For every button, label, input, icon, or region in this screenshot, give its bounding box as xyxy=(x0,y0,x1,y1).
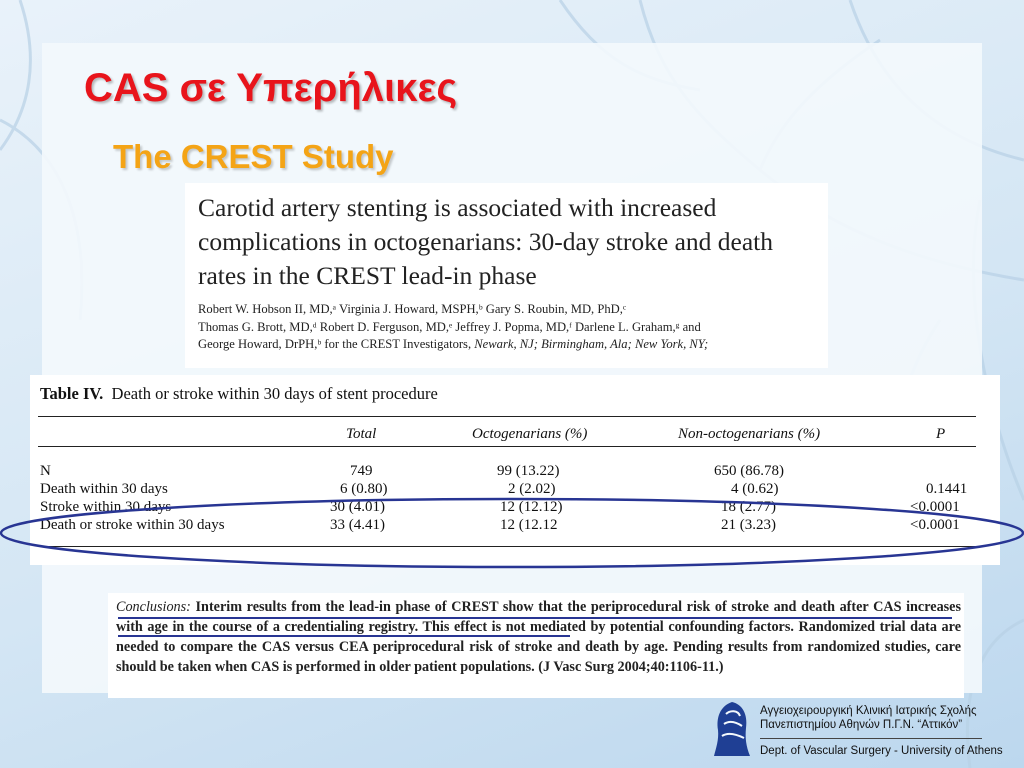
slide-title: CAS σε Υπερήλικες xyxy=(84,66,458,110)
table-cell-non-octogenarians: 21 (3.23) xyxy=(721,517,776,533)
table-caption-text: Death or stroke within 30 days of stent procedure xyxy=(111,384,438,403)
footer-university-greek: Πανεπιστημίου Αθηνών Π.Γ.Ν. “Αττικόν” xyxy=(760,719,963,731)
conclusion-paragraph xyxy=(116,597,961,677)
table-cell-octogenarians: 99 (13.22) xyxy=(497,463,560,479)
table-cell-octogenarians: 2 (2.02) xyxy=(508,481,556,497)
article-title: Carotid artery stenting is associated with increased complications in octogenarians: 30-day stroke and death rates in the CREST lead-in phase xyxy=(198,193,773,290)
table-row-label: Death within 30 days xyxy=(40,481,168,497)
table-cell-non-octogenarians: 18 (2.77) xyxy=(721,499,776,515)
conclusion-underline xyxy=(118,617,952,619)
article-excerpt xyxy=(185,183,828,368)
conclusion-underline xyxy=(118,635,570,637)
table-cell-p: <0.0001 xyxy=(910,517,960,533)
conclusion-text: Interim results from the lead-in phase of CREST show that the periprocedural risk of stroke and death after CAS increases with age in the course of a credentialing registry. This effect is not mediated by potential confounding factors. Randomized trial data are needed to compare the CAS versus CEA periprocedural risk of stroke and death by age. Pending results from randomized studies, care should be taken when CAS is performed in older patient populations. xyxy=(116,599,962,675)
author-line: Thomas G. Brott, MD,ᵈ Robert D. Ferguson, MD,ᵉ Jeffrey J. Popma, MD,ᶠ Darlene L. Graham,ᵍ and xyxy=(198,319,701,334)
table-rule-top xyxy=(38,416,976,417)
footer-divider xyxy=(760,738,982,739)
table-cell-total: 6 (0.80) xyxy=(340,481,388,497)
highlight-ellipse xyxy=(0,496,1024,570)
table-rule-header xyxy=(38,446,976,447)
table-cell-octogenarians: 12 (12.12) xyxy=(500,499,563,515)
table-header-p: P xyxy=(936,426,946,442)
conclusion-citation: (J Vasc Surg 2004;40:1106-11.) xyxy=(538,659,724,675)
table-cell-total: 30 (4.01) xyxy=(330,499,385,515)
table-cell-total: 749 xyxy=(350,463,373,479)
footer-department-english: Dept. of Vascular Surgery - University of Athens xyxy=(760,745,1003,757)
conclusion-lead: Conclusions: xyxy=(116,599,191,615)
table-header-total: Total xyxy=(346,426,377,442)
author-line: George Howard, DrPH,ᵇ for the CREST Investigators, xyxy=(198,337,472,351)
table-cell-p: 0.1441 xyxy=(926,481,968,497)
table-row-label: Stroke within 30 days xyxy=(40,499,172,515)
table-cell-octogenarians: 12 (12.12 xyxy=(500,517,558,533)
university-emblem-icon xyxy=(712,700,752,758)
slide-subtitle: The CREST Study xyxy=(113,138,394,175)
table-header-octogenarians: Octogenarians (%) xyxy=(472,426,588,442)
table-label: Table IV. xyxy=(40,384,104,403)
author-affiliation: Newark, NJ; Birmingham, Ala; New York, NY; xyxy=(474,337,709,351)
table-row-label: Death or stroke within 30 days xyxy=(40,517,225,533)
footer-department-greek: Αγγειοχειρουργική Κλινική Ιατρικής Σχολής xyxy=(760,705,977,717)
author-line: Robert W. Hobson II, MD,ᵃ Virginia J. Howard, MSPH,ᵇ Gary S. Roubin, MD, PhD,ᶜ xyxy=(198,302,627,316)
table-row-label: N xyxy=(40,463,51,479)
article-authors xyxy=(198,301,823,354)
table-cell-p: <0.0001 xyxy=(910,499,960,515)
table-cell-total: 33 (4.41) xyxy=(330,517,385,533)
conclusion-box xyxy=(108,593,964,698)
table-caption xyxy=(40,384,438,404)
table-cell-non-octogenarians: 4 (0.62) xyxy=(731,481,779,497)
table-cell-non-octogenarians: 650 (86.78) xyxy=(714,463,784,479)
table-header-non-octogenarians: Non-octogenarians (%) xyxy=(678,426,821,442)
